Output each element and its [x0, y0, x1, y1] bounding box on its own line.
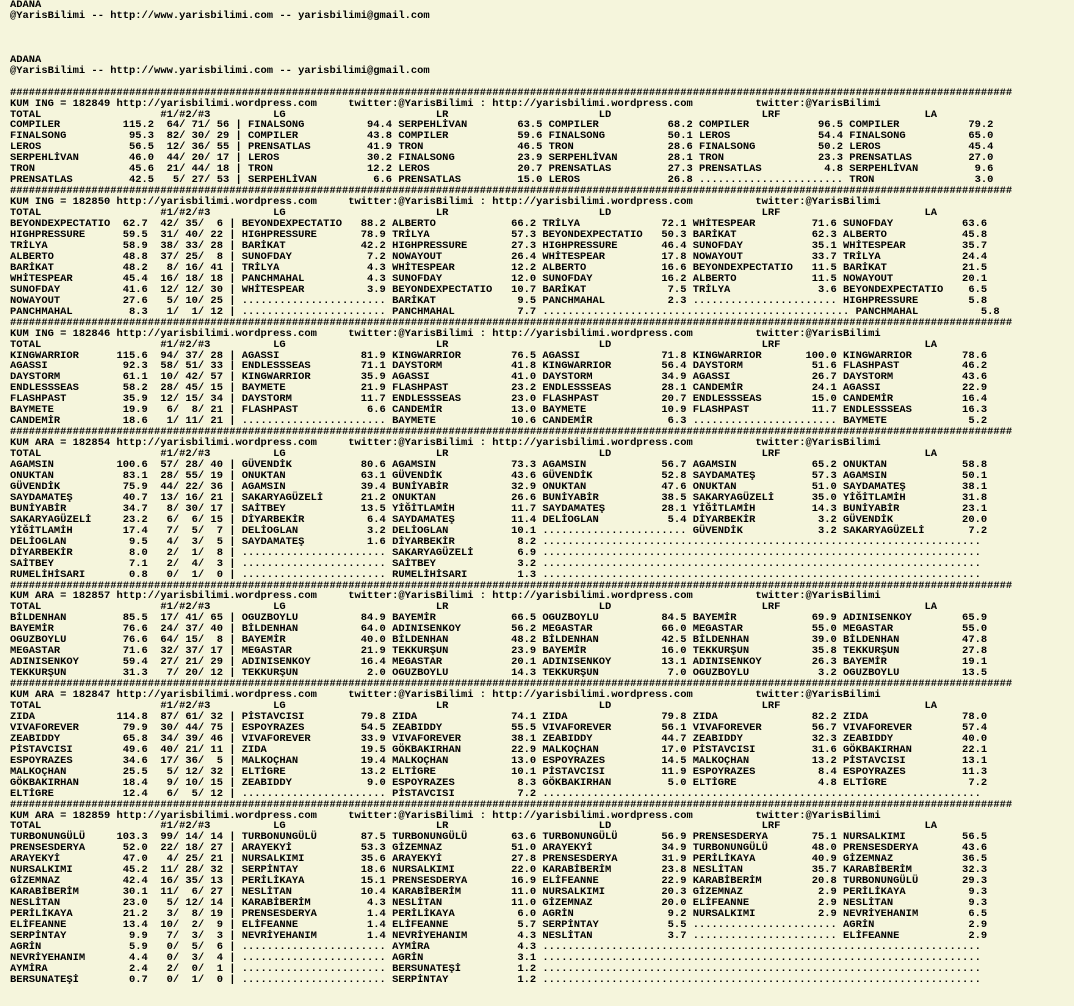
- text-line: TOTAL #1/#2/#3 LG LR LD LRF LA: [10, 108, 938, 121]
- text-line: NEVRİYEHANIM 4.4 0/ 3/ 4 | ....................... AGRİN 3.1 ......................................................................: [10, 951, 981, 964]
- text-line: ZIDA 114.8 87/ 61/ 32 | PİSTAVCISI 79.8 ZIDA 74.1 ZIDA 79.8 ZIDA 82.2 ZIDA 78.0: [10, 710, 988, 723]
- text-line: SERPEHLİVAN 46.0 44/ 20/ 17 | LEROS 30.2 FINALSONG 23.9 SERPEHLİVAN 28.1 TRON 23.3 PRENSATLAS 27.0: [10, 152, 994, 165]
- text-line: ENDLESSSEAS 58.2 28/ 45/ 15 | BAYMETE 21.9 FLASHPAST 23.2 ENDLESSSEAS 28.1 CANDEMİR 24.1 AGASSI 22.9: [10, 382, 988, 395]
- text-line: ################################################################################################################################################################: [10, 185, 1013, 198]
- text-line: ################################################################################################################################################################: [10, 316, 1013, 329]
- text-line: ################################################################################################################################################################: [10, 426, 1013, 439]
- text-line: TURBONUNGÜLÜ 103.3 99/ 14/ 14 | TURBONUNGÜLÜ 87.5 TURBONUNGÜLÜ 63.6 TURBONUNGÜLÜ 56.9 PRENSESDERYA 75.1 NURSALKIMI 56.5: [10, 831, 988, 844]
- text-line: AYMİRA 2.4 2/ 0/ 1 | ....................... BERSUNATEŞİ 1.2 ......................................................................: [10, 962, 981, 975]
- text-line: KUM ING = 182850 http://yarisbilimi.wordpress.com twitter:@YarisBilimi : http://yarisbilimi.wordpress.com twitter:@YarisBilimi: [10, 196, 881, 209]
- text-line: AGAMSIN 100.6 57/ 28/ 40 | GÜVENDİK 80.6 AGAMSIN 73.3 AGAMSIN 56.7 AGAMSIN 65.2 ONUKTAN 58.8: [10, 459, 988, 472]
- text-line: TOTAL #1/#2/#3 LG LR LD LRF LA: [10, 601, 938, 614]
- text-line: BEYONDEXPECTATIO 62.7 42/ 35/ 6 | BEYONDEXPECTATIO 88.2 ALBERTO 66.2 TRİLYA 72.1 WHİTESPEAR 71.6 SUNOFDAY 63.6: [10, 218, 988, 231]
- text-line: LEROS 56.5 12/ 36/ 55 | PRENSATLAS 41.9 TRON 46.5 TRON 28.6 FINALSONG 50.2 LEROS 45.4: [10, 141, 994, 154]
- text-line: [10, 77, 1074, 88]
- text-line: ALBERTO 48.8 37/ 25/ 8 | SUNOFDAY 7.2 NOWAYOUT 26.4 WHİTESPEAR 17.8 NOWAYOUT 33.7 TRİLYA 24.4: [10, 250, 988, 263]
- text-line: [10, 33, 1074, 44]
- text-line: NESLİTAN 23.0 5/ 12/ 14 | KARABİBERİM 4.3 NESLİTAN 11.0 GİZEMNAZ 20.0 ELİFEANNE 2.9 NESLİTAN 9.3: [10, 897, 988, 910]
- text-line: ################################################################################################################################################################: [10, 678, 1013, 691]
- text-line: BERSUNATEŞİ 0.7 0/ 1/ 0 | ....................... SERPİNTAY 1.2 ......................................................................: [10, 973, 981, 986]
- text-line: KINGWARRIOR 115.6 94/ 37/ 28 | AGASSI 81.9 KINGWARRIOR 76.5 AGASSI 71.8 KINGWARRIOR 100.0 KINGWARRIOR 78.6: [10, 349, 988, 362]
- text-line: MEGASTAR 71.6 32/ 37/ 17 | MEGASTAR 21.9 TEKKURŞUN 23.9 BAYEMİR 16.0 TEKKURŞUN 35.8 TEKKURŞUN 27.8: [10, 645, 988, 658]
- text-line: FLASHPAST 35.9 12/ 15/ 34 | DAYSTORM 11.7 ENDLESSSEAS 23.0 FLASHPAST 20.7 ENDLESSSEAS 15.0 CANDEMİR 16.4: [10, 393, 988, 406]
- text-line: TOTAL #1/#2/#3 LG LR LD LRF LA: [10, 820, 938, 833]
- text-line: FINALSONG 95.3 82/ 30/ 29 | COMPILER 43.8 COMPILER 59.6 FINALSONG 50.1 LEROS 54.4 FINALSONG 65.0: [10, 130, 994, 143]
- text-line: WHİTESPEAR 45.4 16/ 18/ 18 | PANCHMAHAL 4.3 SUNOFDAY 12.0 SUNOFDAY 16.2 ALBERTO 11.5 NOWAYOUT 20.1: [10, 272, 988, 285]
- text-line: KUM ING = 182846 http://yarisbilimi.wordpress.com twitter:@YarisBilimi : http://yarisbilimi.wordpress.com twitter:@YarisBilimi: [10, 327, 881, 340]
- text-line: TRON 45.6 21/ 44/ 18 | TRON 12.2 LEROS 20.7 PRENSATLAS 27.3 PRENSATLAS 4.8 SERPEHLİVAN 9.6: [10, 163, 994, 176]
- text-line: ELİFEANNE 13.4 10/ 2/ 9 | ELİFEANNE 1.4 ELİFEANNE 5.7 SERPİNTAY 5.5 ....................... AGRİN 2.9: [10, 919, 988, 932]
- text-line: SUNOFDAY 41.6 12/ 12/ 30 | WHİTESPEAR 3.9 BEYONDEXPECTATIO 10.7 BARİKAT 7.5 TRİLYA 3.6 BEYONDEXPECTATIO 6.5: [10, 283, 988, 296]
- text-line: ESPOYRAZES 34.6 17/ 36/ 5 | MALKOÇHAN 19.4 MALKOÇHAN 13.0 ESPOYRAZES 14.5 MALKOÇHAN 13.2 PİSTAVCISI 13.1: [10, 754, 988, 767]
- text-line: BARİKAT 48.2 8/ 16/ 41 | TRİLYA 4.3 WHİTESPEAR 12.2 ALBERTO 16.6 BEYONDEXPECTATIO 11.5 BARİKAT 21.5: [10, 261, 988, 274]
- text-line: TRİLYA 58.9 38/ 33/ 28 | BARİKAT 42.2 HIGHPRESSURE 27.3 HIGHPRESSURE 46.4 SUNOFDAY 35.1 WHİTESPEAR 35.7: [10, 239, 988, 252]
- text-line: NOWAYOUT 27.6 5/ 10/ 25 | ....................... BARİKAT 9.5 PANCHMAHAL 2.3 ....................... HIGHPRESSURE 5.8: [10, 294, 988, 307]
- text-line: VIVAFOREVER 79.9 30/ 44/ 75 | ESPOYRAZES 54.5 ZEABIDDY 55.5 VIVAFOREVER 56.1 VIVAFOREVER 56.7 VIVAFOREVER 57.4: [10, 721, 988, 734]
- text-line: PRENSESDERYA 52.0 22/ 18/ 27 | ARAYEKYİ 53.3 GİZEMNAZ 51.0 ARAYEKYİ 34.9 TURBONUNGÜLÜ 48.0 PRENSESDERYA 43.6: [10, 842, 988, 855]
- text-line: TEKKURŞUN 31.3 7/ 20/ 12 | TEKKURŞUN 2.0 OGUZBOYLU 14.3 TEKKURŞUN 7.0 OGUZBOYLU 3.2 OGUZBOYLU 13.5: [10, 667, 988, 680]
- text-line: BAYEMİR 76.6 24/ 37/ 40 | BİLDENHAN 64.0 ADINISENKOY 56.2 MEGASTAR 66.0 MEGASTAR 55.0 MEGASTAR 55.0: [10, 623, 988, 636]
- text-line: GÖKBAKIRHAN 18.4 9/ 10/ 15 | ZEABIDDY 9.0 ESPOYRAZES 8.3 GÖKBAKIRHAN 5.0 ELTİGRE 4.8 ELTİGRE 7.2: [10, 776, 988, 789]
- text-line: AGRİN 5.9 0/ 5/ 6 | ....................... AYMİRA 4.3 ......................................................................: [10, 940, 981, 953]
- text-line: DELİOGLAN 9.5 4/ 3/ 5 | SAYDAMATEŞ 1.6 DİYARBEKİR 8.2 ......................................................................: [10, 535, 981, 548]
- text-line: PANCHMAHAL 8.3 1/ 1/ 12 | ....................... PANCHMAHAL 7.7 ................................................. PANCHMAHAL 5.8: [10, 305, 1000, 318]
- text-line: TOTAL #1/#2/#3 LG LR LD LRF LA: [10, 207, 938, 220]
- text-line: OGUZBOYLU 76.6 64/ 15/ 8 | BAYEMİR 40.0 BİLDENHAN 48.2 BİLDENHAN 42.5 BİLDENHAN 39.0 BİLDENHAN 47.8: [10, 634, 988, 647]
- text-line: PİSTAVCISI 49.6 40/ 21/ 11 | ZIDA 19.5 GÖKBAKIRHAN 22.9 MALKOÇHAN 17.0 PİSTAVCISI 31.6 GÖKBAKIRHAN 22.1: [10, 743, 988, 756]
- text-line: BAYMETE 19.9 6/ 8/ 21 | FLASHPAST 6.6 CANDEMİR 13.0 BAYMETE 10.9 FLASHPAST 11.7 ENDLESSSEAS 16.3: [10, 404, 988, 417]
- text-line: DAYSTORM 61.1 10/ 42/ 57 | KINGWARRIOR 35.9 AGASSI 41.0 DAYSTORM 34.9 AGASSI 26.7 DAYSTORM 43.6: [10, 371, 988, 384]
- text-line: PERİLİKAYA 21.2 3/ 8/ 19 | PRENSESDERYA 1.4 PERİLİKAYA 6.0 AGRİN 9.2 NURSALKIMI 2.9 NEVRİYEHANIM 6.5: [10, 908, 988, 921]
- text-line: RUMELİHİSARI 0.8 0/ 1/ 0 | ....................... RUMELİHİSARI 1.3 ......................................................................: [10, 568, 981, 581]
- text-line: SAKARYAGÜZELİ 23.2 6/ 6/ 15 | DİYARBEKİR 6.4 SAYDAMATEŞ 11.4 DELİOGLAN 5.4 DİYARBEKİR 3.2 GÜVENDİK 20.0: [10, 513, 988, 526]
- text-line: MALKOÇHAN 25.5 5/ 12/ 32 | ELTİGRE 13.2 ELTİGRE 10.1 PİSTAVCISI 11.9 ESPOYRAZES 8.4 ESPOYRAZES 11.3: [10, 765, 988, 778]
- text-line: TOTAL #1/#2/#3 LG LR LD LRF LA: [10, 448, 938, 461]
- text-line: ONUKTAN 83.1 28/ 55/ 19 | ONUKTAN 63.1 GÜVENDİK 43.6 GÜVENDİK 52.8 SAYDAMATEŞ 57.3 AGAMSIN 50.1: [10, 469, 988, 482]
- text-line: BUNİYABİR 34.7 8/ 30/ 17 | SAİTBEY 13.5 YİĞİTLAMİH 11.7 SAYDAMATEŞ 28.1 YİĞİTLAMİH 14.3 BUNİYABİR 23.1: [10, 502, 988, 515]
- text-line: DİYARBEKİR 8.0 2/ 1/ 8 | ....................... SAKARYAGÜZELİ 6.9 ......................................................................: [10, 546, 981, 559]
- text-line: SERPİNTAY 9.9 7/ 3/ 3 | NEVRİYEHANIM 1.4 NEVRİYEHANIM 4.3 NESLİTAN 3.7 ....................... ELİFEANNE 2.9: [10, 930, 988, 943]
- text-line: KUM ARA = 182859 http://yarisbilimi.wordpress.com twitter:@YarisBilimi : http://yarisbilimi.wordpress.com twitter:@YarisBilimi: [10, 809, 881, 822]
- text-line: ARAYEKYİ 47.0 4/ 25/ 21 | NURSALKIMI 35.6 ARAYEKYİ 27.8 PRENSESDERYA 31.9 PERİLİKAYA 40.9 GİZEMNAZ 36.5: [10, 853, 988, 866]
- text-line: SAYDAMATEŞ 40.7 13/ 16/ 21 | SAKARYAGÜZELİ 21.2 ONUKTAN 26.6 BUNİYABİR 38.5 SAKARYAGÜZELİ 35.0 YİĞİTLAMİH 31.8: [10, 491, 988, 504]
- text-line: ELTİGRE 12.4 6/ 5/ 12 | ....................... PİSTAVCISI 7.2 ......................................................................: [10, 787, 981, 800]
- text-line: [10, 22, 1074, 33]
- text-line: HIGHPRESSURE 59.5 31/ 40/ 22 | HIGHPRESSURE 78.9 TRİLYA 57.3 BEYONDEXPECTATIO 50.3 BARİKAT 62.3 ALBERTO 45.8: [10, 229, 988, 242]
- text-line: ADANA: [10, 53, 42, 66]
- text-line: NURSALKIMI 45.2 11/ 28/ 32 | SERPİNTAY 18.6 NURSALKIMI 22.0 KARABİBERİM 23.8 NESLİTAN 35.7 KARABİBERİM 32.3: [10, 864, 988, 877]
- text-line: ADANA: [10, 0, 42, 11]
- text-line: AGASSI 92.3 58/ 51/ 33 | ENDLESSSEAS 71.1 DAYSTORM 41.8 KINGWARRIOR 56.4 DAYSTORM 51.6 FLASHPAST 46.2: [10, 360, 988, 373]
- text-line: TOTAL #1/#2/#3 LG LR LD LRF LA: [10, 338, 938, 351]
- text-line: GİZEMNAZ 42.4 16/ 35/ 13 | PERİLİKAYA 15.1 PRENSESDERYA 16.9 ELİFEANNE 22.9 KARABİBERİM 20.8 TURBONUNGÜLÜ 29.3: [10, 875, 988, 888]
- text-line: ADINISENKOY 59.4 27/ 21/ 29 | ADINISENKOY 16.4 MEGASTAR 20.1 ADINISENKOY 13.1 ADINISENKOY 26.3 BAYEMİR 19.1: [10, 656, 988, 669]
- text-line: @YarisBilimi -- http://www.yarisbilimi.com -- yarisbilimi@gmail.com: [10, 9, 430, 22]
- text-line: GÜVENDİK 75.9 44/ 22/ 36 | AGAMSIN 39.4 BUNİYABİR 32.9 ONUKTAN 47.6 ONUKTAN 51.0 SAYDAMATEŞ 38.1: [10, 480, 988, 493]
- text-line: BİLDENHAN 85.5 17/ 41/ 65 | OGUZBOYLU 84.9 BAYEMİR 66.5 OGUZBOYLU 84.5 BAYEMİR 69.9 ADINISENKOY 65.9: [10, 612, 988, 625]
- text-line: SAİTBEY 7.1 2/ 4/ 3 | ....................... SAİTBEY 3.2 ......................................................................: [10, 557, 981, 570]
- text-line: ZEABIDDY 65.8 34/ 39/ 46 | VIVAFOREVER 33.9 VIVAFOREVER 38.1 ZEABIDDY 44.7 ZEABIDDY 32.3 ZEABIDDY 40.0: [10, 732, 988, 745]
- text-line: @YarisBilimi -- http://www.yarisbilimi.com -- yarisbilimi@gmail.com: [10, 64, 430, 77]
- text-line: [10, 44, 1074, 55]
- text-line: COMPILER 115.2 64/ 71/ 56 | FINALSONG 94.4 SERPEHLİVAN 63.5 COMPILER 68.2 COMPILER 96.5 COMPILER 79.2: [10, 119, 994, 132]
- text-line: KUM ING = 182849 http://yarisbilimi.wordpress.com twitter:@YarisBilimi : http://yarisbilimi.wordpress.com twitter:@YarisBilimi: [10, 97, 881, 110]
- text-line: ################################################################################################################################################################: [10, 86, 1013, 99]
- text-line: KUM ARA = 182854 http://yarisbilimi.wordpress.com twitter:@YarisBilimi : http://yarisbilimi.wordpress.com twitter:@YarisBilimi: [10, 437, 881, 450]
- text-line: ################################################################################################################################################################: [10, 798, 1013, 811]
- text-line: KUM ARA = 182847 http://yarisbilimi.wordpress.com twitter:@YarisBilimi : http://yarisbilimi.wordpress.com twitter:@YarisBilimi: [10, 689, 881, 702]
- text-line: TOTAL #1/#2/#3 LG LR LD LRF LA: [10, 700, 938, 712]
- text-line: YİĞİTLAMİH 17.4 7/ 5/ 7 | DELİOGLAN 3.2 DELİOGLAN 10.1 ....................... GÜVENDİK 3.2 SAKARYAGÜZELİ 7.2: [10, 524, 988, 537]
- text-line: CANDEMİR 18.6 1/ 11/ 21 | ....................... BAYMETE 10.6 CANDEMİR 6.3 ....................... BAYMETE 5.2: [10, 415, 988, 428]
- text-line: KARABİBERİM 30.1 11/ 6/ 27 | NESLİTAN 10.4 KARABİBERİM 11.0 NURSALKIMI 20.3 GİZEMNAZ 2.9 PERİLİKAYA 9.3: [10, 886, 988, 899]
- text-line: KUM ARA = 182857 http://yarisbilimi.wordpress.com twitter:@YarisBilimi : http://yarisbilimi.wordpress.com twitter:@YarisBilimi: [10, 590, 881, 603]
- text-line: PRENSATLAS 42.5 5/ 27/ 53 | SERPEHLİVAN 6.6 PRENSATLAS 15.0 LEROS 26.8 ....................... TRON 3.0: [10, 174, 994, 187]
- text-line: ################################################################################################################################################################: [10, 579, 1013, 592]
